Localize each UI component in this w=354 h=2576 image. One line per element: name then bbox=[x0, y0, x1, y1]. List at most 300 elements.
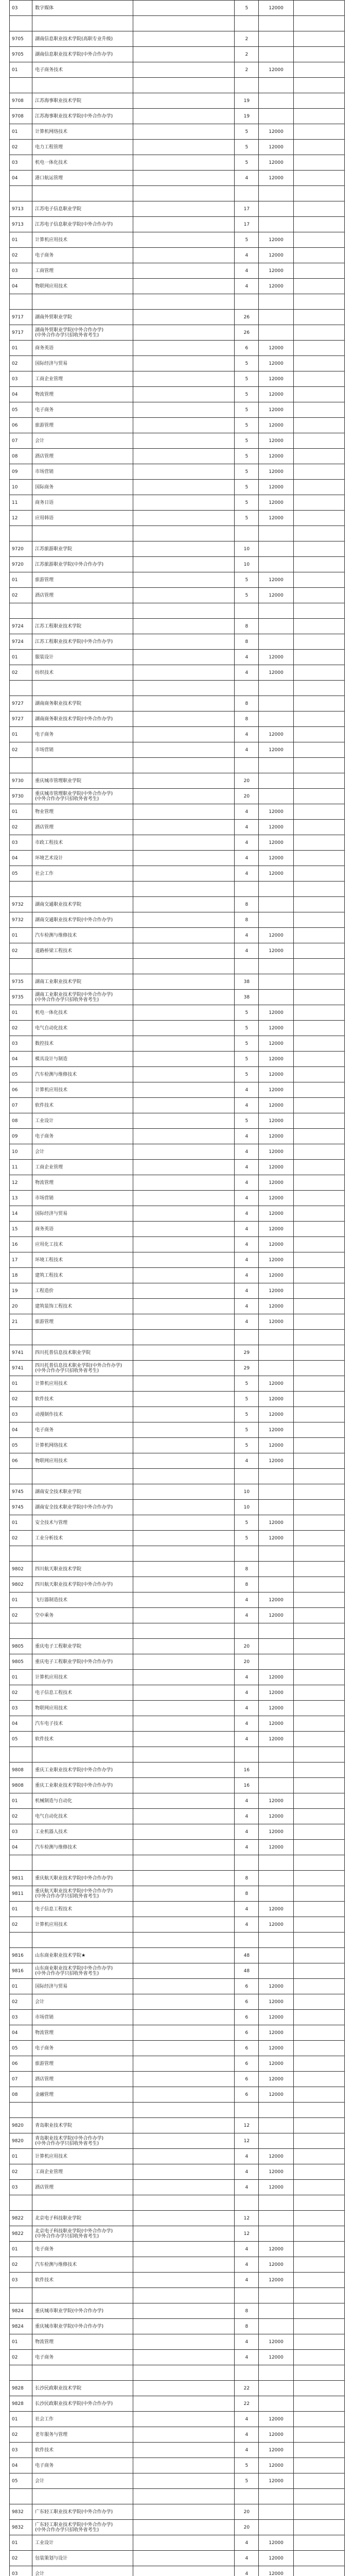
table-row bbox=[10, 1577, 345, 1592]
row-tuition bbox=[259, 1886, 293, 1902]
row-name bbox=[32, 835, 133, 851]
row-plan-count: 4 bbox=[235, 263, 259, 279]
row-name bbox=[32, 310, 133, 325]
row-plan-count: 4 bbox=[235, 665, 259, 681]
row-name-text: 江苏海事职业技术学院 bbox=[35, 98, 82, 104]
row-tuition: 12000 bbox=[259, 1082, 293, 1098]
row-spacer bbox=[133, 1005, 235, 1021]
row-plan-count: 6 bbox=[235, 2056, 259, 2072]
row-plan-count: 38 bbox=[235, 990, 259, 1005]
row-spacer bbox=[133, 851, 235, 866]
row-remark bbox=[293, 2504, 344, 2520]
row-spacer bbox=[133, 2350, 235, 2365]
row-spacer bbox=[133, 1623, 235, 1639]
row-tuition: 12000 bbox=[259, 2535, 293, 2551]
row-spacer bbox=[133, 2458, 235, 2473]
table-row bbox=[10, 371, 345, 387]
row-name-text: 重庆电子工程职业学院(中外合作办学) bbox=[35, 1659, 113, 1665]
row-name-text: 国际商务 bbox=[35, 484, 54, 490]
row-spacer bbox=[133, 1840, 235, 1855]
row-spacer bbox=[133, 711, 235, 727]
row-spacer bbox=[133, 1531, 235, 1546]
row-plan-count: 4 bbox=[235, 1268, 259, 1283]
row-plan-count: 6 bbox=[235, 2025, 259, 2041]
row-tuition bbox=[259, 2365, 293, 2381]
row-plan-count: 5 bbox=[235, 1021, 259, 1036]
row-spacer bbox=[133, 758, 235, 773]
row-code: 02 bbox=[10, 1917, 32, 1933]
row-spacer bbox=[133, 1330, 235, 1345]
row-tuition bbox=[259, 1623, 293, 1639]
row-spacer bbox=[133, 248, 235, 263]
row-name-text: 国际经济与贸易 bbox=[35, 1984, 68, 1989]
row-code bbox=[10, 1546, 32, 1562]
row-remark bbox=[293, 1732, 344, 1747]
table-row bbox=[10, 1948, 345, 1963]
row-remark bbox=[293, 541, 344, 557]
row-name bbox=[32, 1515, 133, 1531]
row-spacer bbox=[133, 1392, 235, 1407]
row-remark bbox=[293, 943, 344, 959]
row-code: 06 bbox=[10, 1453, 32, 1469]
row-remark bbox=[293, 2226, 344, 2242]
row-code: 02 bbox=[10, 820, 32, 835]
row-plan-count: 4 bbox=[235, 1716, 259, 1732]
row-name-text: 江苏电子信息职业学院(中外合作办学) bbox=[35, 222, 113, 227]
row-remark bbox=[293, 1639, 344, 1654]
row-name bbox=[32, 217, 133, 232]
row-remark bbox=[293, 1855, 344, 1871]
row-tuition: 12000 bbox=[259, 279, 293, 294]
row-name-text: 湖南交通职业技术学院 bbox=[35, 902, 82, 907]
row-tuition: 12000 bbox=[259, 62, 293, 78]
row-plan-count: 6 bbox=[235, 2041, 259, 2056]
row-remark bbox=[293, 325, 344, 341]
table-row bbox=[10, 959, 345, 974]
row-code bbox=[10, 2288, 32, 2303]
row-remark bbox=[293, 758, 344, 773]
row-plan-count bbox=[235, 2195, 259, 2211]
row-plan-count: 10 bbox=[235, 557, 259, 572]
row-name-text: 湖南交通职业技术学院(中外合作办学) bbox=[35, 917, 113, 923]
row-code: 9705 bbox=[10, 47, 32, 62]
row-name bbox=[32, 449, 133, 464]
row-name-text: 重庆城市职业学院(中外合作办学) bbox=[35, 2324, 104, 2329]
row-code: 01 bbox=[10, 232, 32, 248]
row-spacer bbox=[133, 186, 235, 201]
table-row bbox=[10, 1237, 345, 1252]
row-spacer bbox=[133, 2257, 235, 2273]
row-name bbox=[32, 1330, 133, 1345]
row-tuition: 12000 bbox=[259, 155, 293, 171]
row-plan-count: 12 bbox=[235, 2211, 259, 2226]
row-remark bbox=[293, 1330, 344, 1345]
row-remark bbox=[293, 1252, 344, 1268]
row-tuition bbox=[259, 294, 293, 310]
table-row bbox=[10, 1500, 345, 1515]
table-row bbox=[10, 789, 345, 804]
row-code: 9720 bbox=[10, 557, 32, 572]
row-code: 03 bbox=[10, 371, 32, 387]
row-plan-count: 4 bbox=[235, 1222, 259, 1237]
row-plan-count: 29 bbox=[235, 1361, 259, 1376]
table-row bbox=[10, 387, 345, 402]
row-name-text: 包装策划与设计 bbox=[35, 2555, 68, 2561]
row-spacer bbox=[133, 1654, 235, 1670]
row-name bbox=[32, 1701, 133, 1716]
row-spacer bbox=[133, 263, 235, 279]
row-remark bbox=[293, 201, 344, 217]
row-remark bbox=[293, 464, 344, 480]
row-name-text: 纺织技术 bbox=[35, 670, 54, 675]
row-spacer bbox=[133, 603, 235, 619]
table-row bbox=[10, 1701, 345, 1716]
table-row bbox=[10, 511, 345, 526]
row-tuition: 12000 bbox=[259, 1979, 293, 1994]
row-code: 02 bbox=[10, 248, 32, 263]
row-name bbox=[32, 557, 133, 572]
row-tuition bbox=[259, 2288, 293, 2303]
row-tuition: 12000 bbox=[259, 1252, 293, 1268]
row-remark bbox=[293, 1237, 344, 1252]
row-code: 03 bbox=[10, 2273, 32, 2288]
row-name-text: 市场营销 bbox=[35, 469, 54, 474]
table-row bbox=[10, 773, 345, 789]
table-row bbox=[10, 1515, 345, 1531]
row-code: 02 bbox=[10, 2164, 32, 2180]
row-name-text: 空中乘务 bbox=[35, 1613, 54, 1618]
row-plan-count: 4 bbox=[235, 1608, 259, 1623]
row-spacer bbox=[133, 310, 235, 325]
row-tuition: 12000 bbox=[259, 402, 293, 418]
row-tuition: 12000 bbox=[259, 1129, 293, 1144]
row-remark bbox=[293, 1577, 344, 1592]
row-code: 01 bbox=[10, 1376, 32, 1392]
row-remark bbox=[293, 279, 344, 294]
row-tuition: 12000 bbox=[259, 480, 293, 495]
row-spacer bbox=[133, 2443, 235, 2458]
row-name bbox=[32, 1732, 133, 1747]
row-remark bbox=[293, 1562, 344, 1577]
row-tuition: 12000 bbox=[259, 2025, 293, 2041]
row-name bbox=[32, 495, 133, 511]
row-code: 01 bbox=[10, 1670, 32, 1685]
row-name bbox=[32, 1592, 133, 1608]
row-tuition bbox=[259, 634, 293, 650]
row-name bbox=[32, 294, 133, 310]
row-name-text: 环境工程技术 bbox=[35, 1257, 63, 1263]
row-tuition: 12000 bbox=[259, 2149, 293, 2164]
table-row bbox=[10, 990, 345, 1005]
row-tuition bbox=[259, 2195, 293, 2211]
row-spacer bbox=[133, 1778, 235, 1793]
row-name bbox=[32, 1685, 133, 1701]
row-name-text: 软件技术 bbox=[35, 1736, 54, 1742]
row-tuition bbox=[259, 1500, 293, 1515]
row-tuition: 12000 bbox=[259, 1515, 293, 1531]
row-spacer bbox=[133, 1052, 235, 1067]
row-plan-count: 5 bbox=[235, 1, 259, 16]
row-plan-count: 4 bbox=[235, 1206, 259, 1222]
row-spacer bbox=[133, 1407, 235, 1422]
row-spacer bbox=[133, 279, 235, 294]
row-remark bbox=[293, 711, 344, 727]
row-tuition: 12000 bbox=[259, 650, 293, 665]
row-spacer bbox=[133, 1979, 235, 1994]
row-spacer bbox=[133, 1191, 235, 1206]
row-plan-count: 4 bbox=[235, 2149, 259, 2164]
row-spacer bbox=[133, 1670, 235, 1685]
table-row bbox=[10, 2489, 345, 2504]
row-tuition: 12000 bbox=[259, 1422, 293, 1438]
row-name bbox=[32, 1160, 133, 1175]
row-plan-count: 4 bbox=[235, 1283, 259, 1299]
row-code: 01 bbox=[10, 2149, 32, 2164]
row-name-text: 物业管理 bbox=[35, 809, 54, 815]
row-code: 08 bbox=[10, 1113, 32, 1129]
row-tuition: 12000 bbox=[259, 1438, 293, 1453]
row-name-text: 机电一体化技术 bbox=[35, 1010, 68, 1015]
table-row bbox=[10, 1299, 345, 1314]
row-plan-count: 4 bbox=[235, 1824, 259, 1840]
row-code: 13 bbox=[10, 1191, 32, 1206]
row-spacer bbox=[133, 1855, 235, 1871]
row-code: 02 bbox=[10, 1608, 32, 1623]
row-name-text: 物流管理 bbox=[35, 2030, 54, 2036]
row-plan-count: 4 bbox=[235, 1191, 259, 1206]
row-code: 06 bbox=[10, 2056, 32, 2072]
row-code: 01 bbox=[10, 124, 32, 140]
row-name-text: 动漫制作技术 bbox=[35, 1412, 63, 1417]
table-row bbox=[10, 2056, 345, 2072]
row-remark bbox=[293, 2535, 344, 2551]
row-name-text: 应用韩语 bbox=[35, 515, 54, 521]
row-plan-count: 17 bbox=[235, 217, 259, 232]
row-remark bbox=[293, 1469, 344, 1484]
row-name bbox=[32, 47, 133, 62]
row-name-text: 计算机网络技术 bbox=[35, 129, 68, 134]
row-spacer bbox=[133, 2133, 235, 2149]
row-tuition bbox=[259, 1762, 293, 1778]
row-spacer bbox=[133, 1, 235, 16]
row-code: 9724 bbox=[10, 619, 32, 634]
row-name-text: 市政工程技术 bbox=[35, 840, 63, 845]
row-name-text: 酒店管理 bbox=[35, 2184, 54, 2190]
row-tuition bbox=[259, 31, 293, 47]
row-plan-count bbox=[235, 78, 259, 93]
row-name-note: (中外合作办学只招收外省考生) bbox=[35, 2527, 99, 2533]
row-spacer bbox=[133, 1237, 235, 1252]
row-remark bbox=[293, 897, 344, 912]
row-name-text: 工商管理 bbox=[35, 268, 54, 274]
row-name-text: 湖南外贸职业学院(中外合作办学) bbox=[35, 327, 104, 333]
table-row bbox=[10, 1546, 345, 1562]
table-row bbox=[10, 495, 345, 511]
row-name bbox=[32, 588, 133, 603]
row-spacer bbox=[133, 201, 235, 217]
row-spacer bbox=[133, 1021, 235, 1036]
table-row bbox=[10, 603, 345, 619]
table-row bbox=[10, 1871, 345, 1886]
table-row bbox=[10, 742, 345, 758]
row-code: 9816 bbox=[10, 1948, 32, 1963]
table-row bbox=[10, 681, 345, 696]
row-name bbox=[32, 727, 133, 742]
row-tuition: 12000 bbox=[259, 1299, 293, 1314]
row-plan-count bbox=[235, 294, 259, 310]
row-spacer bbox=[133, 572, 235, 588]
row-plan-count: 4 bbox=[235, 2551, 259, 2566]
row-code: 9832 bbox=[10, 2504, 32, 2520]
row-remark bbox=[293, 1021, 344, 1036]
row-code: 02 bbox=[10, 356, 32, 371]
row-tuition: 12000 bbox=[259, 1608, 293, 1623]
row-plan-count: 5 bbox=[235, 1067, 259, 1082]
row-name bbox=[32, 1948, 133, 1963]
row-tuition: 12000 bbox=[259, 2334, 293, 2350]
table-row bbox=[10, 1654, 345, 1670]
row-plan-count: 6 bbox=[235, 341, 259, 356]
row-code: 20 bbox=[10, 1299, 32, 1314]
row-tuition: 12000 bbox=[259, 1902, 293, 1917]
row-remark bbox=[293, 2041, 344, 2056]
row-code bbox=[10, 1623, 32, 1639]
table-row bbox=[10, 217, 345, 232]
row-name bbox=[32, 1824, 133, 1840]
row-tuition: 12000 bbox=[259, 2180, 293, 2195]
row-code: 02 bbox=[10, 2427, 32, 2443]
row-remark bbox=[293, 681, 344, 696]
table-row bbox=[10, 526, 345, 541]
row-remark bbox=[293, 2103, 344, 2118]
row-plan-count: 20 bbox=[235, 1654, 259, 1670]
table-row bbox=[10, 897, 345, 912]
row-name-text: 市场营销 bbox=[35, 1195, 54, 1201]
row-code: 03 bbox=[10, 2443, 32, 2458]
row-name-text: 商务英语 bbox=[35, 1226, 54, 1232]
row-remark bbox=[293, 1144, 344, 1160]
table-row bbox=[10, 1886, 345, 1902]
row-name bbox=[32, 2149, 133, 2164]
row-spacer bbox=[133, 1515, 235, 1531]
row-plan-count: 5 bbox=[235, 155, 259, 171]
row-spacer bbox=[133, 2473, 235, 2489]
row-plan-count: 4 bbox=[235, 1175, 259, 1191]
row-tuition bbox=[259, 1577, 293, 1592]
row-name-text: 酒店管理 bbox=[35, 453, 54, 459]
row-spacer bbox=[133, 1592, 235, 1608]
table-row bbox=[10, 2133, 345, 2149]
row-remark bbox=[293, 773, 344, 789]
row-remark bbox=[293, 820, 344, 835]
row-code: 16 bbox=[10, 1237, 32, 1252]
row-name bbox=[32, 2520, 133, 2535]
row-name-text: 电子商务 bbox=[35, 252, 54, 258]
row-plan-count: 5 bbox=[235, 1392, 259, 1407]
row-tuition: 12000 bbox=[259, 2041, 293, 2056]
row-name-text: 电子商务 bbox=[35, 2246, 54, 2252]
row-tuition: 12000 bbox=[259, 2566, 293, 2576]
row-name bbox=[32, 1902, 133, 1917]
row-tuition: 12000 bbox=[259, 2072, 293, 2087]
table-row bbox=[10, 93, 345, 109]
row-tuition bbox=[259, 681, 293, 696]
row-name bbox=[32, 1608, 133, 1623]
row-spacer bbox=[133, 1113, 235, 1129]
row-plan-count: 4 bbox=[235, 2427, 259, 2443]
row-plan-count: 4 bbox=[235, 2164, 259, 2180]
row-tuition: 12000 bbox=[259, 1531, 293, 1546]
row-remark bbox=[293, 1082, 344, 1098]
row-name-note: (中外合作办学只招收外省考生) bbox=[35, 1893, 99, 1899]
table-row bbox=[10, 1732, 345, 1747]
table-row bbox=[10, 356, 345, 371]
row-remark bbox=[293, 31, 344, 47]
row-code: 19 bbox=[10, 1283, 32, 1299]
row-code: 01 bbox=[10, 650, 32, 665]
row-tuition: 12000 bbox=[259, 2164, 293, 2180]
table-row bbox=[10, 928, 345, 943]
row-name-text: 工商企业管理 bbox=[35, 376, 63, 382]
row-name-text: 四川航天职业技术学院 bbox=[35, 1566, 82, 1572]
row-spacer bbox=[133, 464, 235, 480]
row-spacer bbox=[133, 2427, 235, 2443]
row-tuition bbox=[259, 1871, 293, 1886]
row-tuition: 12000 bbox=[259, 511, 293, 526]
row-tuition bbox=[259, 882, 293, 897]
row-plan-count: 6 bbox=[235, 2010, 259, 2025]
row-name bbox=[32, 2288, 133, 2303]
row-remark bbox=[293, 1361, 344, 1376]
table-row bbox=[10, 16, 345, 31]
row-remark bbox=[293, 1670, 344, 1685]
row-spacer bbox=[133, 2535, 235, 2551]
row-code: 04 bbox=[10, 1716, 32, 1732]
row-spacer bbox=[133, 31, 235, 47]
row-code: 9735 bbox=[10, 990, 32, 1005]
row-plan-count bbox=[235, 526, 259, 541]
row-plan-count bbox=[235, 1855, 259, 1871]
row-remark bbox=[293, 1685, 344, 1701]
row-name bbox=[32, 2350, 133, 2365]
row-tuition: 12000 bbox=[259, 1268, 293, 1283]
table-row bbox=[10, 418, 345, 433]
table-row bbox=[10, 2164, 345, 2180]
row-spacer bbox=[133, 2381, 235, 2396]
row-tuition: 12000 bbox=[259, 1283, 293, 1299]
row-tuition: 12000 bbox=[259, 2458, 293, 2473]
table-row bbox=[10, 1052, 345, 1067]
row-spacer bbox=[133, 232, 235, 248]
row-plan-count: 8 bbox=[235, 1562, 259, 1577]
row-tuition bbox=[259, 603, 293, 619]
row-name-text: 数字媒体 bbox=[35, 5, 54, 11]
row-name bbox=[32, 464, 133, 480]
row-plan-count: 12 bbox=[235, 2226, 259, 2242]
table-row bbox=[10, 2288, 345, 2303]
table-row bbox=[10, 2334, 345, 2350]
table-row bbox=[10, 1330, 345, 1345]
row-name bbox=[32, 1963, 133, 1979]
row-code: 03 bbox=[10, 1, 32, 16]
row-name-text: 电力工程管理 bbox=[35, 144, 63, 150]
row-code bbox=[10, 526, 32, 541]
row-name bbox=[32, 711, 133, 727]
row-tuition: 12000 bbox=[259, 1206, 293, 1222]
table-row bbox=[10, 464, 345, 480]
row-name-text: 湖南商务职业技术学院(中外合作办学) bbox=[35, 716, 113, 722]
row-spacer bbox=[133, 93, 235, 109]
